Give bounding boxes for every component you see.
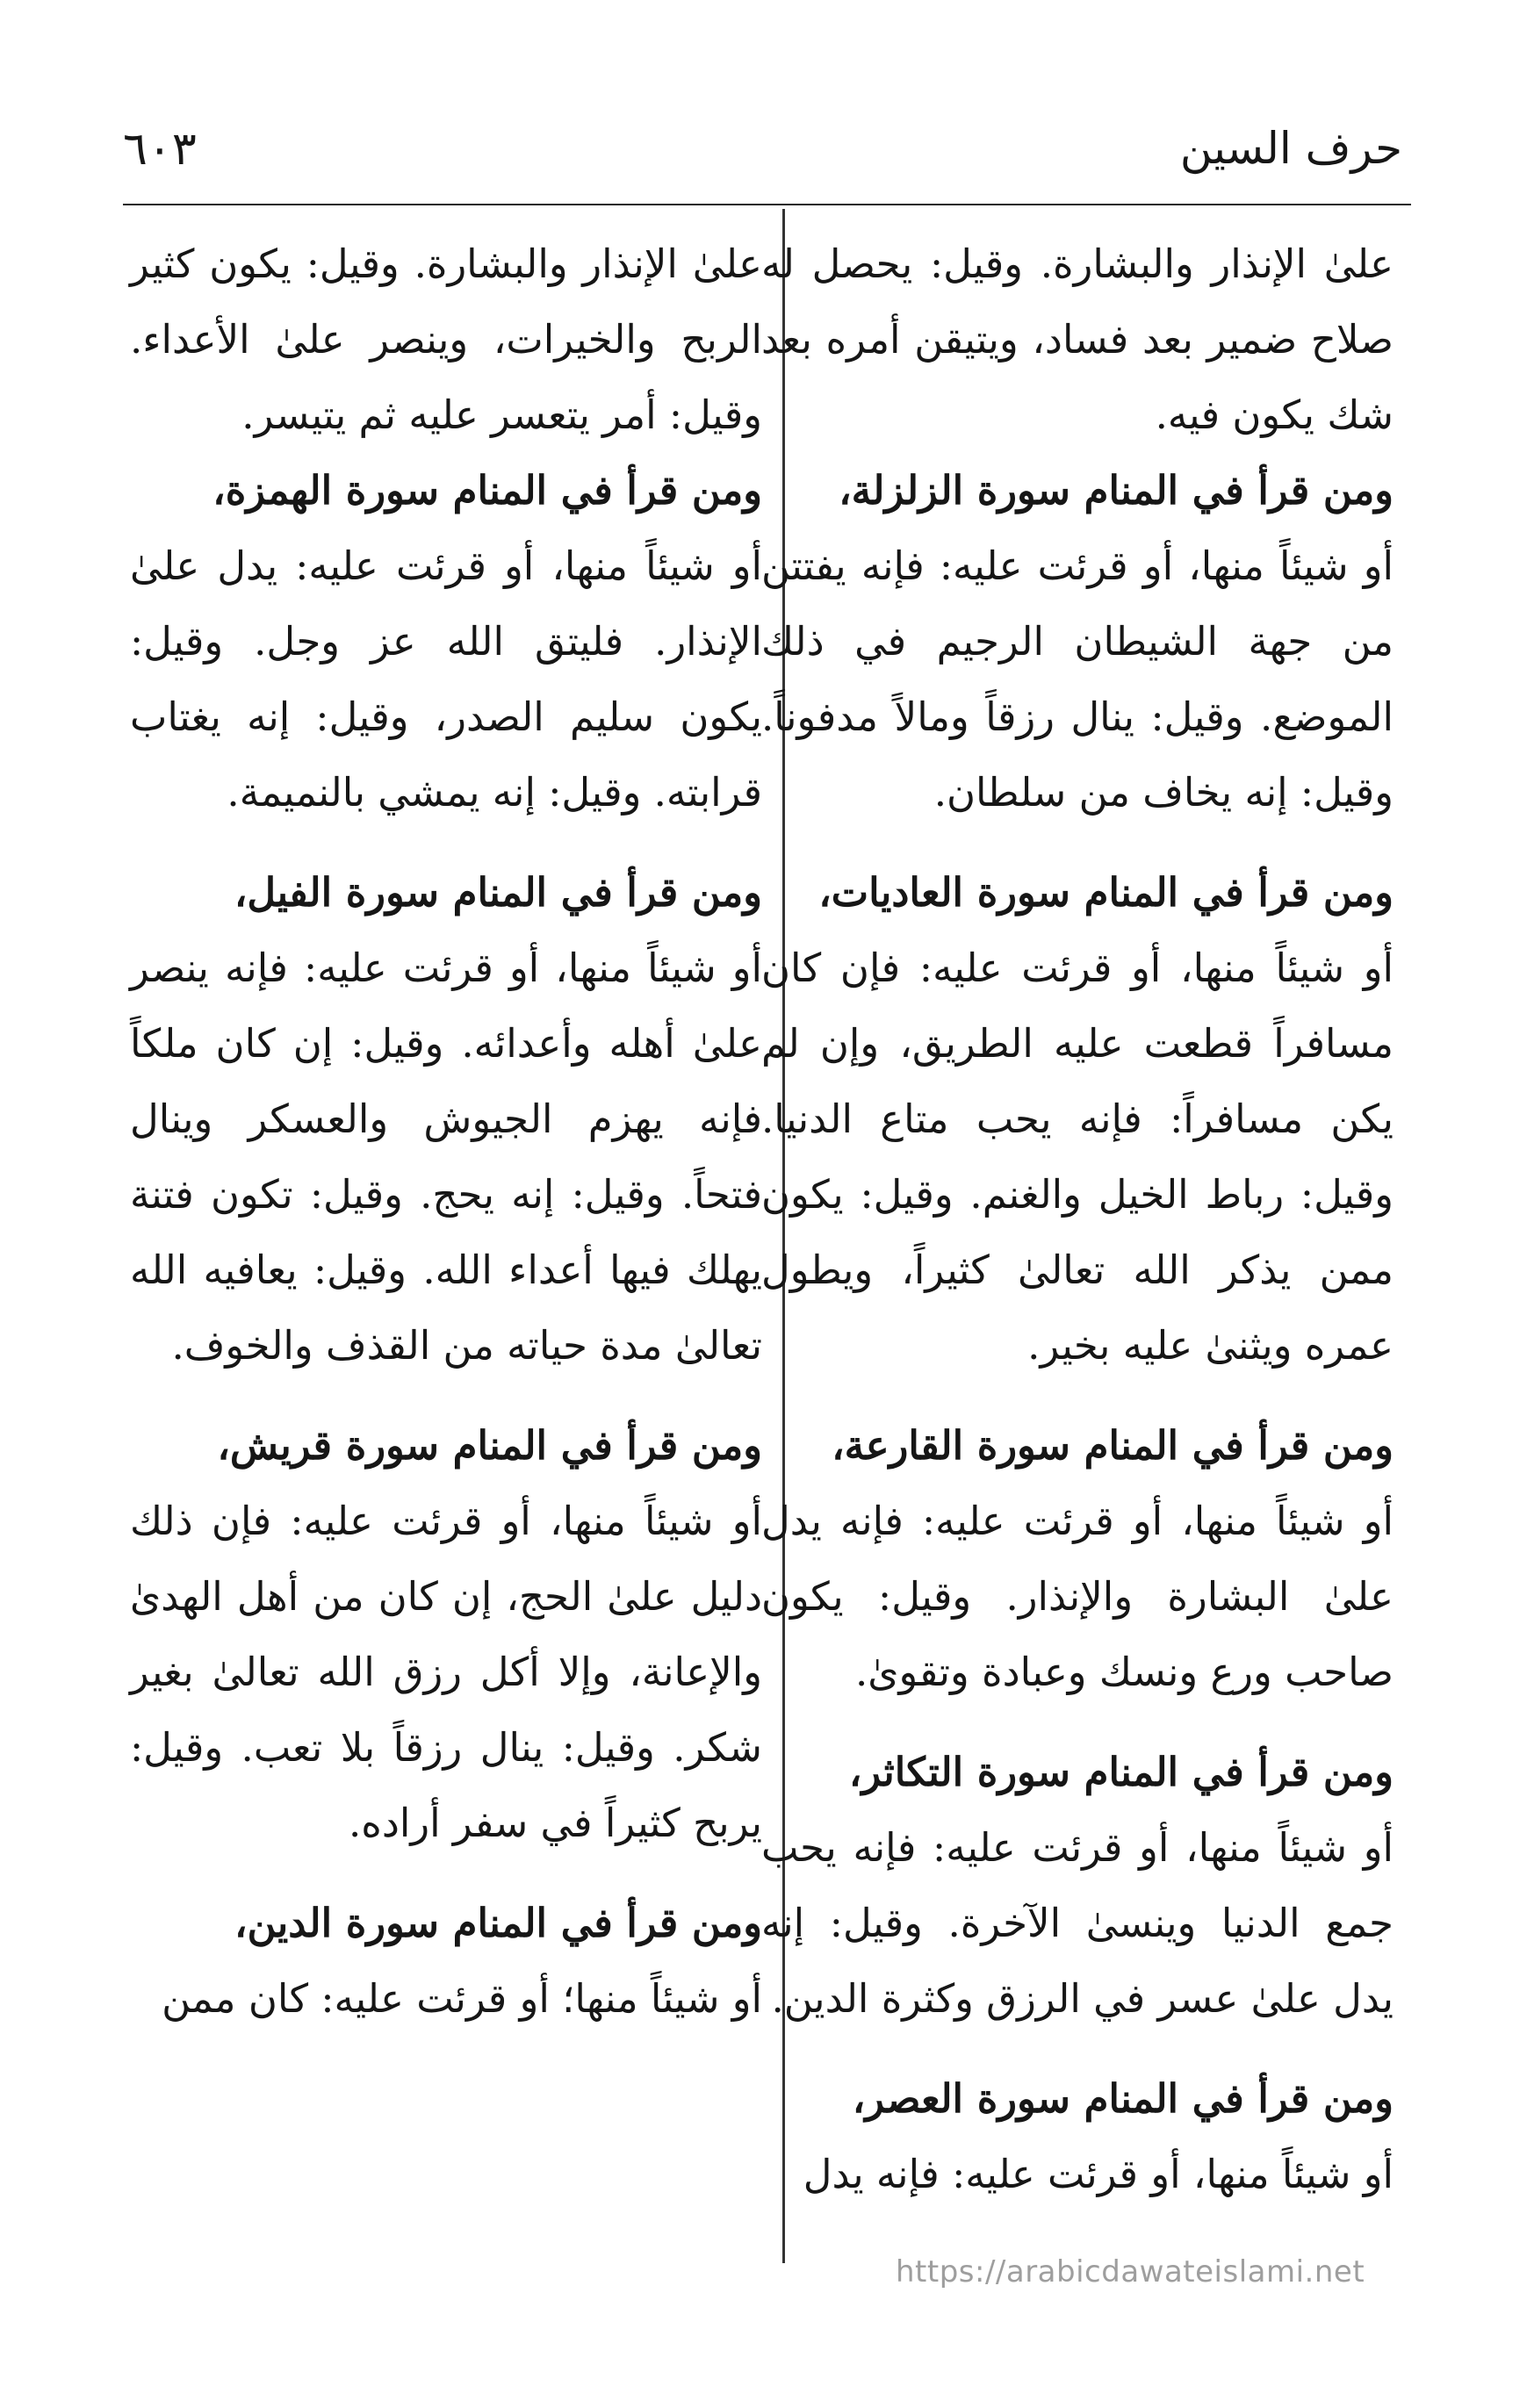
entry-text: أو شيئاً منها، أو قرئت عليه: فإنه يدل [803, 2151, 1394, 2197]
entry-text: أو شيئاً منها، أو قرئت عليه: فإنه يفتتن من جهة الشيطان الرجيم في ذلك الموضع. وقيل: ينال رزقاً ومالاً مدفوناً. وقيل: إنه يخاف من سلطان. [761, 543, 1394, 816]
right-column [761, 226, 1394, 2237]
entry-text: أو شيئاً منها، أو قرئت عليه: فإن كان مسافراً قطعت عليه الطريق، وإن لم يكن مسافراً: فإنه يحب متاع الدنيا. وقيل: رباط الخيل والغنم. وقيل: يكون ممن يذكر الله تعالىٰ كثيراً، ويطول عمره ويثنىٰ عليه بخير. [761, 945, 1394, 1369]
entry-takathur [761, 1735, 1394, 2037]
entry-asr [761, 2061, 1394, 2212]
entry-quraysh [130, 1408, 762, 1861]
entry-heading: ومن قرأ في المنام سورة الدين، [234, 1900, 762, 1946]
entry-text: أو شيئاً منها، أو قرئت عليه: فإنه يحب جمع الدنيا وينسىٰ الآخرة. وقيل: إنه يدل علىٰ عسر في الرزق وكثرة الدين. [761, 1824, 1394, 2022]
running-title: حرف السين [1179, 123, 1402, 174]
page-number: ٦٠٣ [123, 123, 197, 176]
running-header [123, 123, 1411, 202]
left-column [130, 226, 762, 2061]
entry-text: أو شيئاً منها، أو قرئت عليه: فإن ذلك دليل علىٰ الحج، إن كان من أهل الهدىٰ والإعانة، وإلا أكل رزق الله تعالىٰ بغير شكر. وقيل: ينال رزقاً بلا تعب. وقيل: يربح كثيراً في سفر أراده. [130, 1498, 762, 1846]
entry-fil [130, 855, 762, 1384]
entry-heading: ومن قرأ في المنام سورة العصر، [852, 2075, 1394, 2122]
entry-qaria [761, 1408, 1394, 1710]
entry-text: أو شيئاً منها، أو قرئت عليه: فإنه ينصر علىٰ أهله وأعدائه. وقيل: إن كان ملكاً فإنه يهزم الجيوش والعسكر وينال فتحاً. وقيل: إنه يحج. وقيل: تكون فتنة يهلك فيها أعداء الله. وقيل: يعافيه الله تعالىٰ مدة حياته من القذف والخوف. [130, 945, 762, 1369]
continued-paragraph: علىٰ الإنذار والبشارة. وقيل: يكون كثير الربح والخيرات، وينصر علىٰ الأعداء. وقيل: أمر يتعسر عليه ثم يتيسر. [130, 241, 762, 438]
continued-paragraph: علىٰ الإنذار والبشارة. وقيل: يحصل له صلاح ضمير بعد فساد، ويتيقن أمره بعد شك يكون فيه. [761, 241, 1394, 438]
entry-text: أو شيئاً منها، أو قرئت عليه: يدل علىٰ الإنذار. فليتق الله عز وجل. وقيل: يكون سليم الصدر، وقيل: إنه يغتاب قرابته. وقيل: إنه يمشي بالنميمة. [130, 543, 762, 816]
entry-text: أو شيئاً منها، أو قرئت عليه: فإنه يدل علىٰ البشارة والإنذار. وقيل: يكون صاحب ورع ونسك وعبادة وتقوىٰ. [761, 1498, 1394, 1695]
entry-heading: ومن قرأ في المنام سورة قريش، [217, 1422, 762, 1469]
entry-heading: ومن قرأ في المنام سورة الزلزلة، [839, 467, 1394, 514]
entry-heading: ومن قرأ في المنام سورة العاديات، [818, 869, 1394, 916]
entry-humaza [130, 453, 762, 830]
entry-din [130, 1886, 762, 2037]
entry-adiyat [761, 855, 1394, 1384]
entry-zalzala [761, 453, 1394, 830]
entry-heading: ومن قرأ في المنام سورة الفيل، [234, 869, 762, 916]
header-rule [123, 204, 1411, 205]
entry-heading: ومن قرأ في المنام سورة التكاثر، [848, 1749, 1394, 1795]
entry-text: أو شيئاً منها؛ أو قرئت عليه: كان ممن [162, 1975, 762, 2022]
source-watermark: https://arabicdawateislami.net [896, 2254, 1365, 2289]
entry-heading: ومن قرأ في المنام سورة الهمزة، [212, 467, 762, 514]
entry-heading: ومن قرأ في المنام سورة القارعة، [832, 1422, 1394, 1469]
